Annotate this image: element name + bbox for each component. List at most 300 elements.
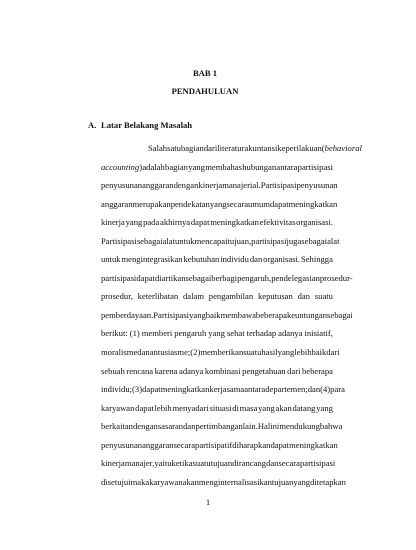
word <box>222 176 260 195</box>
text-run: inisiatif, <box>304 328 333 339</box>
word <box>210 195 227 214</box>
text-run: mencapai <box>194 235 228 246</box>
text-run: baik <box>205 309 221 320</box>
text-run: rencana <box>126 365 154 376</box>
word <box>287 362 300 381</box>
paragraph-line <box>101 380 345 399</box>
word <box>330 380 345 399</box>
word <box>278 343 295 362</box>
text-run: memberi <box>141 328 173 339</box>
text-run: kebutuhan <box>183 254 220 265</box>
text-run: antara <box>276 161 298 172</box>
word <box>206 306 221 325</box>
word <box>276 158 297 177</box>
word <box>244 380 265 399</box>
word <box>258 287 293 306</box>
section-title: Latar Belakang Masalah <box>101 120 193 130</box>
text-run: yaitu <box>154 458 172 469</box>
text-run: yang <box>293 476 311 487</box>
text-run: keterlibatan <box>137 291 179 302</box>
word <box>167 139 181 158</box>
word <box>142 380 161 399</box>
word <box>204 139 217 158</box>
text-run: berikut: <box>101 328 128 339</box>
text-run: secara <box>226 198 249 209</box>
word <box>287 306 327 325</box>
word <box>142 324 173 343</box>
word <box>327 306 353 325</box>
word <box>209 380 244 399</box>
word <box>208 324 225 343</box>
text-run: akan <box>275 402 292 413</box>
word <box>320 380 330 399</box>
word <box>142 158 164 177</box>
word <box>211 454 232 473</box>
paragraph-line <box>101 417 343 436</box>
word <box>258 417 270 436</box>
text-run: individu; <box>101 384 133 395</box>
word <box>320 269 353 288</box>
text-run: menyadari <box>172 402 209 413</box>
word <box>125 454 154 473</box>
word <box>298 158 333 177</box>
word <box>294 343 311 362</box>
word <box>101 195 133 214</box>
text-run: manajerial. <box>222 180 261 191</box>
text-run: yang <box>125 217 143 228</box>
word <box>279 417 320 436</box>
body-paragraph <box>101 139 362 491</box>
text-run: lain. <box>242 421 258 432</box>
word <box>242 158 276 177</box>
word <box>126 213 143 232</box>
text-run: sebagai <box>136 235 163 246</box>
text-run: masa <box>239 402 258 413</box>
word <box>174 176 199 195</box>
word <box>251 232 286 251</box>
text-run: satu <box>167 143 181 153</box>
word <box>312 343 327 362</box>
paragraph-line <box>101 176 338 195</box>
word <box>270 436 289 455</box>
text-run: ini <box>270 421 280 432</box>
text-run: dapat <box>270 439 290 450</box>
word <box>298 287 310 306</box>
word <box>322 139 362 158</box>
word <box>209 287 253 306</box>
text-run: dapat <box>136 272 155 283</box>
text-run: dapat <box>190 217 210 228</box>
word <box>227 324 245 343</box>
word <box>263 250 300 269</box>
paragraph-line <box>101 139 362 158</box>
text-run: mengintegrasikan <box>121 254 183 265</box>
word <box>101 454 125 473</box>
word <box>143 213 159 232</box>
text-run: yang <box>258 402 275 413</box>
text-run: dengan <box>132 421 158 432</box>
word <box>261 343 277 362</box>
paragraph-line <box>101 158 333 177</box>
word <box>195 436 232 455</box>
word <box>237 269 271 288</box>
word <box>131 473 150 492</box>
word <box>243 343 261 362</box>
word <box>305 324 333 343</box>
word <box>327 232 339 251</box>
word <box>101 176 142 195</box>
text-run: kerjasama <box>209 384 245 395</box>
word <box>221 306 256 325</box>
text-run: baik <box>311 347 327 358</box>
word <box>136 269 155 288</box>
text-run: prosedur- <box>319 272 353 283</box>
text-run: sebuah <box>101 365 125 376</box>
text-run: membawa <box>220 309 256 320</box>
text-run: efektivitas <box>259 217 296 228</box>
word <box>258 399 275 418</box>
word <box>210 399 232 418</box>
text-run: partisipasi <box>299 458 336 469</box>
text-run: yang <box>208 328 225 339</box>
text-run: merupakan <box>132 198 171 209</box>
text-run: partisipatif <box>195 439 233 450</box>
text-run: (3) <box>132 384 143 395</box>
text-run: sasaran <box>157 421 184 432</box>
word <box>153 306 189 325</box>
word <box>266 454 278 473</box>
word <box>101 380 132 399</box>
text-run: individu <box>220 254 249 265</box>
text-run: dapat <box>142 384 161 395</box>
word <box>163 232 175 251</box>
text-run: penyusunan <box>296 180 338 191</box>
text-run: hubungan <box>242 161 277 172</box>
text-run: yang <box>189 309 206 320</box>
word <box>186 269 212 288</box>
text-run: dapat <box>135 402 154 413</box>
text-run: Salah <box>148 143 168 153</box>
word <box>276 399 292 418</box>
word <box>138 287 179 306</box>
word <box>142 176 174 195</box>
text-run: untuk <box>101 254 121 265</box>
text-run: pendekatan <box>170 198 210 209</box>
text-run: kombinasi <box>204 365 241 376</box>
text-run: sehat <box>226 328 245 339</box>
word <box>271 269 320 288</box>
text-run: bagian <box>165 161 188 172</box>
text-run: berkaitan <box>101 421 133 432</box>
word <box>150 343 191 362</box>
word <box>101 399 134 418</box>
word <box>189 306 206 325</box>
word <box>248 195 270 214</box>
text-run: anggaran <box>142 439 174 450</box>
text-run: memberikan <box>200 347 244 358</box>
text-run: bahwa <box>319 421 343 432</box>
text-run: akuntansi <box>244 143 278 153</box>
word <box>205 362 241 381</box>
text-run: meningkatkan <box>160 384 210 395</box>
word <box>199 473 272 492</box>
text-run: organisasi. <box>296 217 333 228</box>
text-run: Partisipasi <box>260 180 297 191</box>
text-run: suatu <box>192 458 211 469</box>
word <box>195 232 228 251</box>
text-run: dari <box>287 365 301 376</box>
text-run: alat <box>327 235 340 246</box>
text-run: di <box>232 402 239 413</box>
text-run: sebagai <box>185 272 212 283</box>
text-run: karyawan <box>149 476 183 487</box>
word <box>261 176 297 195</box>
paragraph-line <box>101 362 333 381</box>
word <box>278 324 302 343</box>
word <box>188 158 205 177</box>
word <box>155 362 178 381</box>
word <box>242 362 285 381</box>
word <box>277 139 321 158</box>
word <box>301 232 327 251</box>
text-run: pemberdayaan. <box>101 309 154 320</box>
text-run: (2) <box>190 347 201 358</box>
text-run: Sehingga <box>300 254 333 265</box>
text-run: partisipasi <box>251 235 287 246</box>
word <box>256 306 287 325</box>
text-run: partisipasi <box>101 272 137 283</box>
italic-text: accounting <box>101 161 140 172</box>
word <box>149 473 182 492</box>
text-run: pengetahuan <box>242 365 286 376</box>
text-run: dan <box>137 347 150 358</box>
word <box>265 380 307 399</box>
paragraph-line <box>101 232 340 251</box>
text-run: kinerja <box>101 458 125 469</box>
text-run: lebih <box>154 402 172 413</box>
word <box>175 232 195 251</box>
word <box>132 380 142 399</box>
text-run: keuntungan <box>286 309 328 320</box>
text-run: antara <box>244 384 266 395</box>
text-run: hasil <box>261 347 278 358</box>
word <box>198 176 222 195</box>
paragraph-line <box>101 343 340 362</box>
word <box>297 176 338 195</box>
text-run: membahas <box>205 161 242 172</box>
word <box>247 324 277 343</box>
word <box>101 417 133 436</box>
chapter-title: PENDAHULUAN <box>171 86 239 96</box>
text-run: departemen; <box>265 384 308 395</box>
word <box>286 232 301 251</box>
text-run: adalah <box>142 161 165 172</box>
text-run: alat <box>162 235 175 246</box>
text-run: beberapa <box>301 365 333 376</box>
text-run: diartikan <box>154 272 186 283</box>
word <box>183 287 204 306</box>
text-run: para <box>330 384 345 395</box>
text-run: literatur <box>217 143 245 153</box>
word <box>101 343 137 362</box>
word <box>183 473 199 492</box>
text-run: keputusan <box>257 291 293 302</box>
italic-text: behavioral <box>324 143 362 153</box>
word <box>293 399 316 418</box>
word <box>183 417 195 436</box>
text-run: pengaruh, <box>237 272 272 283</box>
paragraph-line <box>101 399 333 418</box>
text-run: yang <box>316 402 333 413</box>
text-run: dan <box>297 291 311 302</box>
text-run: anggaran <box>142 180 174 191</box>
word <box>193 454 211 473</box>
word <box>315 287 333 306</box>
word <box>320 417 342 436</box>
text-run: umum <box>248 198 270 209</box>
word <box>232 454 266 473</box>
text-run: Hal <box>257 421 271 432</box>
word <box>174 436 195 455</box>
text-run: meningkatkan <box>289 439 338 450</box>
word <box>101 213 125 232</box>
text-run: dan <box>183 421 196 432</box>
text-run: moralisme <box>101 347 138 358</box>
text-run: dirancang <box>232 458 267 469</box>
text-run: karyawan <box>101 402 135 413</box>
text-run: yang <box>188 161 205 172</box>
text-run: lebih <box>294 347 312 358</box>
text-run: ) <box>139 161 143 172</box>
text-run: antusiasme; <box>149 347 191 358</box>
text-run: ketika <box>171 458 193 469</box>
text-run: datang <box>292 402 316 413</box>
text-run: dalam <box>183 291 204 302</box>
text-run: dapat <box>269 198 289 209</box>
word <box>316 399 333 418</box>
text-run: meningkatkan <box>210 217 259 228</box>
text-run: dan <box>307 384 321 395</box>
word <box>301 250 333 269</box>
word <box>205 158 242 177</box>
text-run: pengambilan <box>208 291 254 302</box>
text-run: ditetapkan <box>310 476 346 487</box>
word <box>160 213 190 232</box>
word <box>155 269 186 288</box>
text-run: yang <box>277 347 295 358</box>
word <box>126 362 153 381</box>
word <box>101 269 136 288</box>
text-run: (4) <box>320 384 331 395</box>
paragraph-line <box>101 195 338 214</box>
text-run: bagian <box>180 143 204 153</box>
word <box>101 324 128 343</box>
text-run: pendelegasian <box>271 272 320 283</box>
word <box>142 436 174 455</box>
word <box>101 250 121 269</box>
word <box>296 213 333 232</box>
text-run: meningkatkan <box>288 198 338 209</box>
word <box>270 195 289 214</box>
paragraph-line <box>101 250 333 269</box>
text-run: suatu <box>243 347 262 358</box>
text-run: ( <box>321 143 325 153</box>
word <box>250 250 262 269</box>
text-run: anggaran <box>101 198 133 209</box>
word <box>289 436 338 455</box>
chapter-number: BAB 1 <box>192 68 218 78</box>
text-run: Partisipasi <box>153 309 190 320</box>
word <box>190 343 200 362</box>
text-run: diharapkan <box>232 439 271 450</box>
text-run: untuk <box>175 235 195 246</box>
paragraph-line <box>101 306 353 325</box>
text-run: disetujui <box>101 476 131 487</box>
paragraph-line <box>101 213 333 232</box>
word <box>155 399 172 418</box>
text-run: penyusunan <box>101 439 143 450</box>
word <box>200 343 243 362</box>
word <box>240 399 258 418</box>
text-run: mendukung <box>279 421 320 432</box>
word <box>101 287 133 306</box>
word <box>101 158 142 177</box>
text-run: pengaruh <box>174 328 207 339</box>
word <box>196 417 243 436</box>
word <box>154 454 171 473</box>
section-heading <box>88 120 192 130</box>
word <box>278 454 299 473</box>
word <box>172 454 193 473</box>
text-run: juga <box>286 235 302 246</box>
word <box>300 454 335 473</box>
word <box>244 139 277 158</box>
word <box>270 417 279 436</box>
paragraph-line <box>101 436 338 455</box>
word <box>137 232 163 251</box>
text-run: sebagai <box>327 309 353 320</box>
word <box>135 399 154 418</box>
text-run: keperilakuan <box>277 143 322 153</box>
text-run: adanya <box>179 365 204 376</box>
paragraph-line <box>101 269 353 288</box>
text-run: dan <box>266 458 279 469</box>
word <box>260 213 296 232</box>
text-run: adanya <box>278 328 303 339</box>
word <box>101 473 131 492</box>
word <box>211 269 237 288</box>
text-run: prosedur, <box>101 291 133 302</box>
text-run: tujuan <box>210 458 233 469</box>
text-run: maka <box>130 476 150 487</box>
text-run: karena <box>154 365 178 376</box>
word <box>133 417 158 436</box>
text-run: kinerja <box>198 180 223 191</box>
text-run: tujuan <box>271 476 294 487</box>
word <box>272 473 293 492</box>
word <box>148 139 167 158</box>
word <box>174 324 206 343</box>
section-number: A. <box>88 120 97 130</box>
word <box>302 362 333 381</box>
word <box>133 195 171 214</box>
word <box>220 250 249 269</box>
word <box>172 399 208 418</box>
text-run: akan <box>182 476 199 487</box>
text-run: tujuan, <box>227 235 252 246</box>
word <box>101 306 153 325</box>
word <box>243 417 258 436</box>
